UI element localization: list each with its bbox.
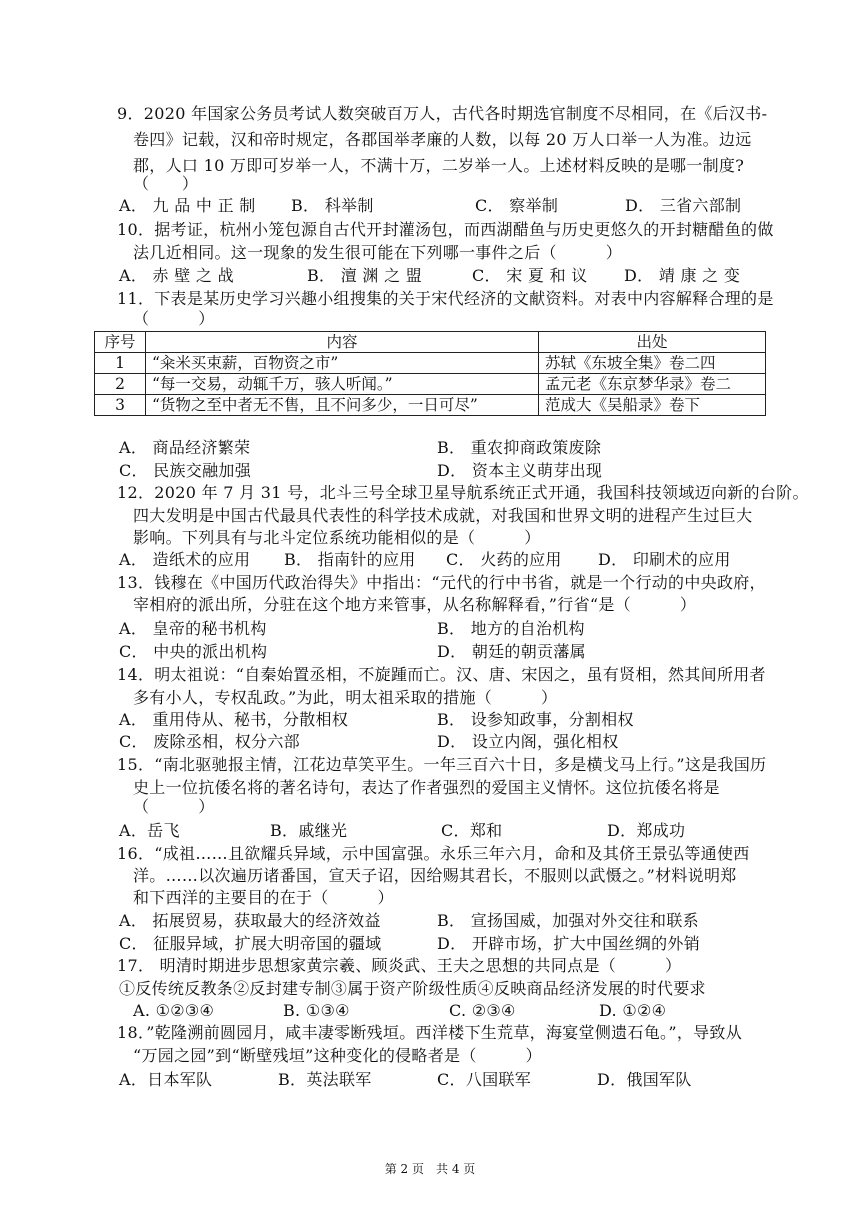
question-18-option-d: D．俄国军队 [597, 1070, 692, 1089]
question-11-line-1: 11．下表是某历史学习兴趣小组搜集的关于宋代经济的文献资料。对表中内容解释合理的是 [117, 289, 774, 308]
question-16-option-a: A． 拓展贸易，获取最大的经济效益 [119, 911, 381, 930]
table-cell-source: 孟元老《东京梦华录》卷二 [539, 374, 766, 395]
question-13-option-a: A． 皇帝的秘书机构 [119, 619, 267, 638]
question-17-statements: ①反传统反教条②反封建专制③属于资产阶级性质④反映商品经济发展的时代要求 [119, 979, 706, 998]
question-10-option-c: C． 宋 夏 和 议 [472, 266, 588, 285]
question-12-line-3: 影响。下列具有与北斗定位系统功能相似的是（ ） [133, 528, 541, 547]
question-18-option-c: C．八国联军 [437, 1070, 532, 1089]
question-10-line-2: 法几近相同。这一现象的发生很可能在下列哪一事件之后（ ） [133, 243, 623, 262]
table-cell-number: 3 [95, 395, 146, 416]
table-cell-number: 1 [95, 353, 146, 374]
question-14-option-b: B． 设参知政事，分割相权 [437, 710, 634, 729]
table-cell-number: 2 [95, 374, 146, 395]
question-17-option-b: B. ①③④ [283, 1001, 350, 1020]
question-14-option-d: D． 设立内阁，强化相权 [437, 732, 619, 751]
question-16-line-3: 和下西洋的主要目的在于（ ） [133, 888, 394, 907]
question-12-option-c: C． 火药的应用 [446, 550, 562, 569]
question-15-line-2: 史上一位抗倭名将的著名诗句，表达了作者强烈的爱国主义情怀。这位抗倭名将是 [133, 778, 720, 797]
table-cell-content: “籴米买束薪，百物资之市” [146, 353, 539, 374]
question-13-option-c: C． 中央的派出机构 [119, 642, 268, 661]
table-cell-source: 范成大《吴船录》卷下 [539, 395, 766, 416]
question-16-option-c: C． 征服异域，扩展大明帝国的疆域 [119, 934, 382, 953]
question-9-line-1: 9．2020 年国家公务员考试人数突破百万人，古代各时期选官制度不尽相同，在《后汉书- [117, 104, 768, 123]
question-13-line-2: 宰相府的派出所，分驻在这个地方来管事，从名称解释看，”行省“是（ ） [133, 595, 697, 614]
question-18-option-a: A．日本军队 [119, 1070, 213, 1089]
question-12-line-1: 12．2020 年 7 月 31 号，北斗三号全球卫星导航系统正式开通，我国科技领域迈向新的台阶。 [117, 483, 809, 502]
question-12-option-a: A． 造纸术的应用 [119, 550, 251, 569]
question-14-line-1: 14．明太祖说：“自秦始置丞相，不旋踵而亡。汉、唐、宋因之，虽有贤相，然其间所用者 [117, 665, 766, 684]
question-11-answer-blank: （ ） [133, 309, 215, 328]
table-row [95, 395, 766, 416]
question-13-option-b: B． 地方的自治机构 [437, 619, 585, 638]
table-header-row [95, 332, 766, 353]
table-row [95, 374, 766, 395]
question-14-option-a: A． 重用侍从、秘书，分散相权 [119, 710, 349, 729]
question-11-option-b: B． 重农抑商政策废除 [437, 438, 602, 457]
page-footer: 第 2 页 共 4 页 [384, 1162, 476, 1176]
question-9-option-a: A． 九 品 中 正 制 [119, 196, 256, 215]
question-18-line-2: “万园之园”到“断壁残垣”这种变化的侵略者是（ ） [133, 1046, 542, 1065]
question-15-answer-blank: （ ） [133, 797, 215, 816]
table-cell-content: “每一交易，动辄千万，骇人听闻。” [146, 374, 539, 395]
question-10-option-b: B． 澶 渊 之 盟 [307, 266, 423, 285]
question-9-answer-blank: （ ） [133, 174, 199, 193]
table-header-content: 内容 [146, 332, 539, 353]
question-15-option-c: C．郑和 [441, 821, 503, 840]
question-9-line-3: 郡，人口 10 万即可岁举一人，不满十万，二岁举一人。上述材料反映的是哪一制度? [133, 156, 745, 175]
question-15-option-d: D．郑成功 [607, 821, 686, 840]
question-9-option-b: B． 科举制 [291, 196, 374, 215]
question-13-line-1: 13．钱穆在《中国历代政治得失》中指出：“元代的行中书省，就是一个行动的中央政府， [117, 573, 766, 592]
table-cell-content: “货物之至中者无不售，且不问多少，一日可尽” [146, 395, 539, 416]
source-table [94, 331, 766, 416]
question-16-option-d: D． 开辟市场，扩大中国丝绸的外销 [437, 934, 701, 953]
question-17-option-c: C. ②③④ [449, 1001, 516, 1020]
question-15-line-1: 15．“南北驱驰报主情，江花边草笑平生。一年三百六十日，多是横戈马上行。”这是我国历 [117, 755, 767, 774]
question-17-option-a: A. ①②③④ [133, 1001, 215, 1020]
question-14-option-c: C． 废除丞相，权分六部 [119, 732, 300, 751]
question-17-line-1: 17． 明清时期进步思想家黄宗羲、顾炎武、王夫之思想的共同点是（ ） [117, 956, 682, 975]
question-18-option-b: B．英法联军 [278, 1070, 372, 1089]
question-10-option-d: D． 靖 康 之 变 [624, 266, 741, 285]
table-row [95, 353, 766, 374]
table-header-source: 出处 [539, 332, 766, 353]
question-12-line-2: 四大发明是中国古代最具代表性的科学技术成就，对我国和世界文明的进程产生过巨大 [133, 506, 753, 525]
question-10-option-a: A． 赤 壁 之 战 [119, 266, 234, 285]
question-16-line-2: 洋。……以次遍历诸番国，宣天子诏，因给赐其君长，不服则以武慑之。”材料说明郑 [133, 866, 737, 885]
question-16-line-1: 16．“成祖……且欲耀兵异域，示中国富强。永乐三年六月，命和及其侪王景弘等通使西 [117, 844, 750, 863]
question-14-line-2: 多有小人，专权乱政。”为此，明太祖采取的措施（ ） [133, 688, 558, 707]
question-16-option-b: B． 宣扬国威，加强对外交往和联系 [437, 911, 699, 930]
question-9-option-c: C． 察举制 [475, 196, 559, 215]
question-11-option-d: D． 资本主义萌芽出现 [437, 461, 603, 480]
question-9-line-2: 卷四》记载，汉和帝时规定，各郡国举孝廉的人数，以每 20 万人口举一人为准。边远 [133, 130, 752, 149]
table-cell-source: 苏轼《东坡全集》卷二四 [539, 353, 766, 374]
question-11-option-a: A． 商品经济繁荣 [119, 438, 251, 457]
question-15-option-b: B．戚继光 [270, 821, 348, 840]
question-10-line-1: 10．据考证，杭州小笼包源自古代开封灌汤包，而西湖醋鱼与历史更悠久的开封糖醋鱼的做 [117, 220, 774, 239]
question-13-option-d: D． 朝廷的朝贡藩属 [437, 642, 586, 661]
question-15-option-a: A．岳飞 [119, 821, 180, 840]
question-18-line-1: 18．”乾隆溯前圆园月，咸丰凄零断残垣。西洋楼下生荒草，海宴堂侧遗石龟。”，导致从 [117, 1023, 743, 1042]
question-12-option-b: B． 指南针的应用 [284, 550, 416, 569]
table-header-number: 序号 [95, 332, 146, 353]
question-9-option-d: D． 三省六部制 [625, 196, 742, 215]
question-17-option-d: D. ①②④ [599, 1001, 667, 1020]
question-12-option-d: D． 印刷术的应用 [598, 550, 731, 569]
question-11-option-c: C． 民族交融加强 [119, 461, 252, 480]
